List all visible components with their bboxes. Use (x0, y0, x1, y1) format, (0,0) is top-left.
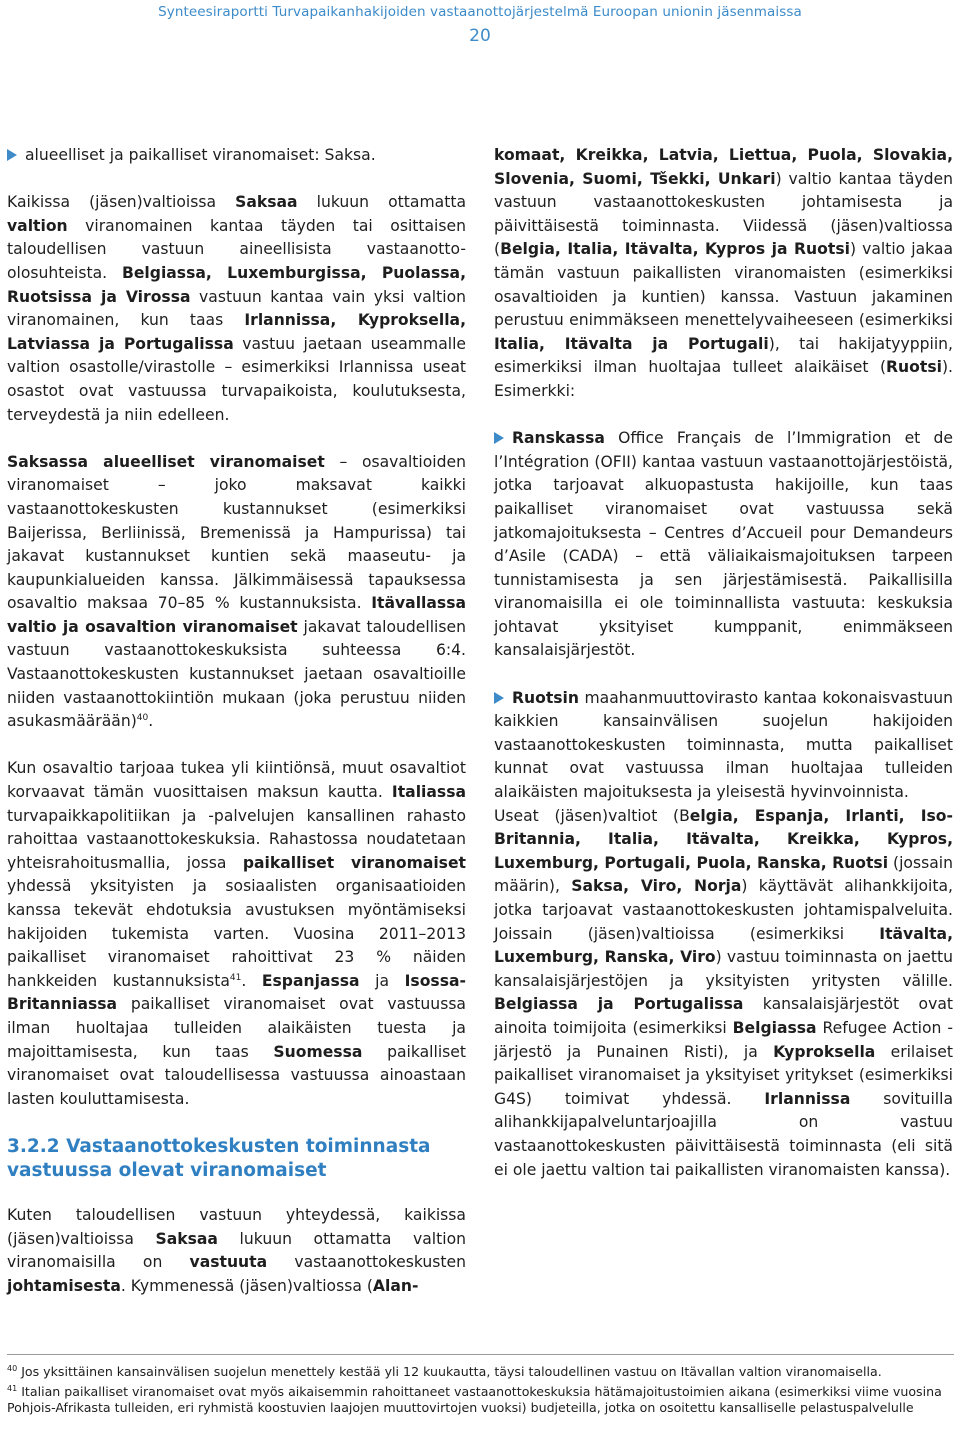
footnotes (7, 1364, 953, 1419)
footnote-ref[interactable]: 40 (136, 713, 149, 724)
triangle-bullet-icon (494, 432, 504, 444)
triangle-bullet-icon (7, 149, 17, 161)
bullet-paragraph: Ruotsin maahanmuuttovirasto kantaa kokonaisvastuun kaikkien kansainvälisen suojelun hakijoiden vastaanottokeskusten toiminnasta, mutta paikalliset kunnat ovat vastuussa ilman huoltajaa tulleiden alaikäisten majoituksesta ja yleisestä hyvinvoinnista. (494, 688, 953, 802)
triangle-bullet-icon (494, 692, 504, 704)
bullet-paragraph: Ranskassa Office Français de l’Immigration et de l’Intégration (OFII) kantaa vastuun vastaanottojärjestöistä, jotka tarjoavat alkuopastusta hakijoille, kun taas paikalliset viranomaiset ovat vastuussa sekä jatkomajoituksesta – Centres d’Accueil pour Demandeurs d’Asile (CADA) – että väliaikaismajoituksen tarpeen tunnistamisesta ja sen järjestämisestä. Paikallisilla viranomaisilla ei ole toiminnallista vastuuta: keskuksia johtavat yksityiset kumppanit, enimmäkseen kansalaisjärjestöt. (494, 429, 953, 660)
footnote-divider (7, 1354, 954, 1355)
bullet-heading-text: alueelliset ja paikalliset viranomaiset: Saksa. (25, 146, 376, 164)
section-heading: 3.2.2 Vastaanottokeskusten toiminnasta vastuussa olevat viranomaiset (7, 1135, 431, 1181)
right-column (494, 144, 953, 1206)
footnote: $^{40}$ Jos yksittäinen kansainvälisen suojelun menettely kestää yli 12 kuukautta, täysi taloudellinen vastuu on Itävallan valtion viranomaisella. (7, 1364, 882, 1379)
paragraph: komaat, Kreikka, Latvia, Liettua, Puola, Slovakia, Slovenia, Suomi, Tšekki, Unkari) valtio kantaa täyden vastuun vastaanottokeskusten johtamisesta ja päivittäisestä toiminnasta. Viidessä (jäsen)valtiossa (Belgia, Italia, Itävalta, Kypros ja Ruotsi) valtio jakaa tämän vastuun paikallisten viranomaisten (esimerkiksi osavaltioiden ja kuntien) kanssa. Vastuun jakaminen perustuu enimmäkseen menettelyvaiheeseen (esimerkiksi Italia, Itävalta ja Portugali), tai hakijatyyppiin, esimerkiksi ilman huoltajaa tulleet alaikäiset (Ruotsi). Esimerkki: (494, 146, 954, 400)
paragraph: Kun osavaltio tarjoaa tukea yli kiintiönsä, muut osavaltiot korvaavat tämän vuosittaisen maksun kautta. Italiassa turvapaikkapolitiikan ja -palvelujen kansallinen rahasto rahoittaa vastaanottokeskuksia. Rahastossa noudatetaan yhteisrahoitusmallia, jossa paikalliset viranomaiset yhdessä yksityisten ja sosiaalisten organisaatioiden kanssa tekevät ehdotuksia avustuksen myöntämiseksi hakijoiden tukemista varten. Vuosina 2011–2013 paikalliset viranomaiset rahoittivat 23 % näiden hankkeiden kustannuksista$^{41}$. Espanjassa ja Isossa-Britanniassa paikalliset viranomaiset ovat vastuussa ilman huoltajaa tulleiden alaikäisten tuesta ja majoittamisesta, kun taas Suomessa paikalliset viranomaiset ovat taloudellisessa vastuussa ainoastaan lasten kouluttamisesta. (7, 759, 466, 1108)
page-number: 20 (469, 26, 491, 46)
paragraph: Kaikissa (jäsen)valtioissa Saksaa lukuun ottamatta valtion viranomainen kantaa täyden tai osittaisen taloudellisen vastuun aineellisista vastaanotto-olosuhteista. Belgiassa, Luxemburgissa, Puolassa, Ruotsissa ja Virossa vastuun kantaa vain yksi valtion viranomainen, kun taas Irlannissa, Kyproksella, Latviassa ja Portugalissa vastuu jaetaan useammalle valtion osastolle/virastolle – esimerkiksi Irlannissa useat osastot ovat vastuussa turvapaikoista, koulutuksesta, terveydestä ja niin edelleen. (7, 193, 467, 424)
footnote: $^{41}$ Italian paikalliset viranomaiset ovat myös aikaisemmin rahoittaneet vastaanottokeskuksia hätämajoitustoimien aikana (esimerkiksi viime vuosina Pohjois-Afrikasta tulleiden, eri ryhmistä koostuvien laajojen muuttovirtojen vuoksi) budjeteilla, jotka on osoitettu kansalliselle pelastuspalvelulle (7, 1383, 942, 1415)
paragraph: Kuten taloudellisen vastuun yhteydessä, kaikissa (jäsen)valtioissa Saksaa lukuun ottamatta valtion viranomaisilla on vastuuta vastaanottokeskusten johtamisesta. Kymmenessä (jäsen)valtiossa (Alan- (7, 1206, 467, 1295)
footnote-ref[interactable]: 41 (229, 972, 242, 983)
paragraph: Useat (jäsen)valtiot (Belgia, Espanja, Irlanti, Iso-Britannia, Italia, Itävalta, Kreikka, Kypros, Luxemburg, Portugali, Puola, Ranska, Ruotsi (jossain määrin), Saksa, Viro, Norja) käyttävät alihankkijoita, jotka tarjoavat vastaanottokeskusten johtamispalveluita. Joissain (jäsen)valtioissa (esimerkiksi Itävalta, Luxemburg, Ranska, Viro) vastuu toiminnasta on jaettu kansalaisjärjestöjen ja yksityisten yritysten välille. Belgiassa ja Portugalissa kansalaisjärjestöt ovat ainoita toimijoita (esimerkiksi Belgiassa Refugee Action -järjestö ja Punainen Risti), ja Kyproksella erilaiset paikalliset viranomaiset ja yksityiset yritykset (esimerkiksi G4S) toimivat yhdessä. Irlannissa sovituilla alihankkijapalveluntarjoajilla on vastuu vastaanottokeskusten päivittäisestä toiminnasta (eli sitä ei ole jaettu valtion tai paikallisten viranomaisten kanssa). (494, 806, 954, 1179)
report-title: Synteesiraportti Turvapaikanhakijoiden vastaanottojärjestelmä Euroopan unionin jäsenmaissa (158, 4, 802, 20)
paragraph: Saksassa alueelliset viranomaiset – osavaltioiden viranomaiset – joko maksavat kaikki vastaanottokeskusten kustannukset (esimerkiksi Baijerissa, Berliinissä, Bremenissä ja Hampurissa) tai jakavat kustannukset kuntien sekä maaseutu- ja kaupunkialueiden kanssa. Jälkimmäisessä tapauksessa osavaltio maksaa 70–85 % kustannuksista. Itävallassa valtio ja osavaltion viranomaiset jakavat taloudellisen vastuun vastaanottokeskuksista suhteessa 6:4. Vastaanottokeskusten kustannukset jaetaan osavaltioille niiden vastaanottokiintiön mukaan (joka perustuu niiden asukasmäärään)$^{40}$. (7, 452, 466, 731)
bullet-heading (7, 144, 466, 168)
left-column (7, 144, 466, 1322)
